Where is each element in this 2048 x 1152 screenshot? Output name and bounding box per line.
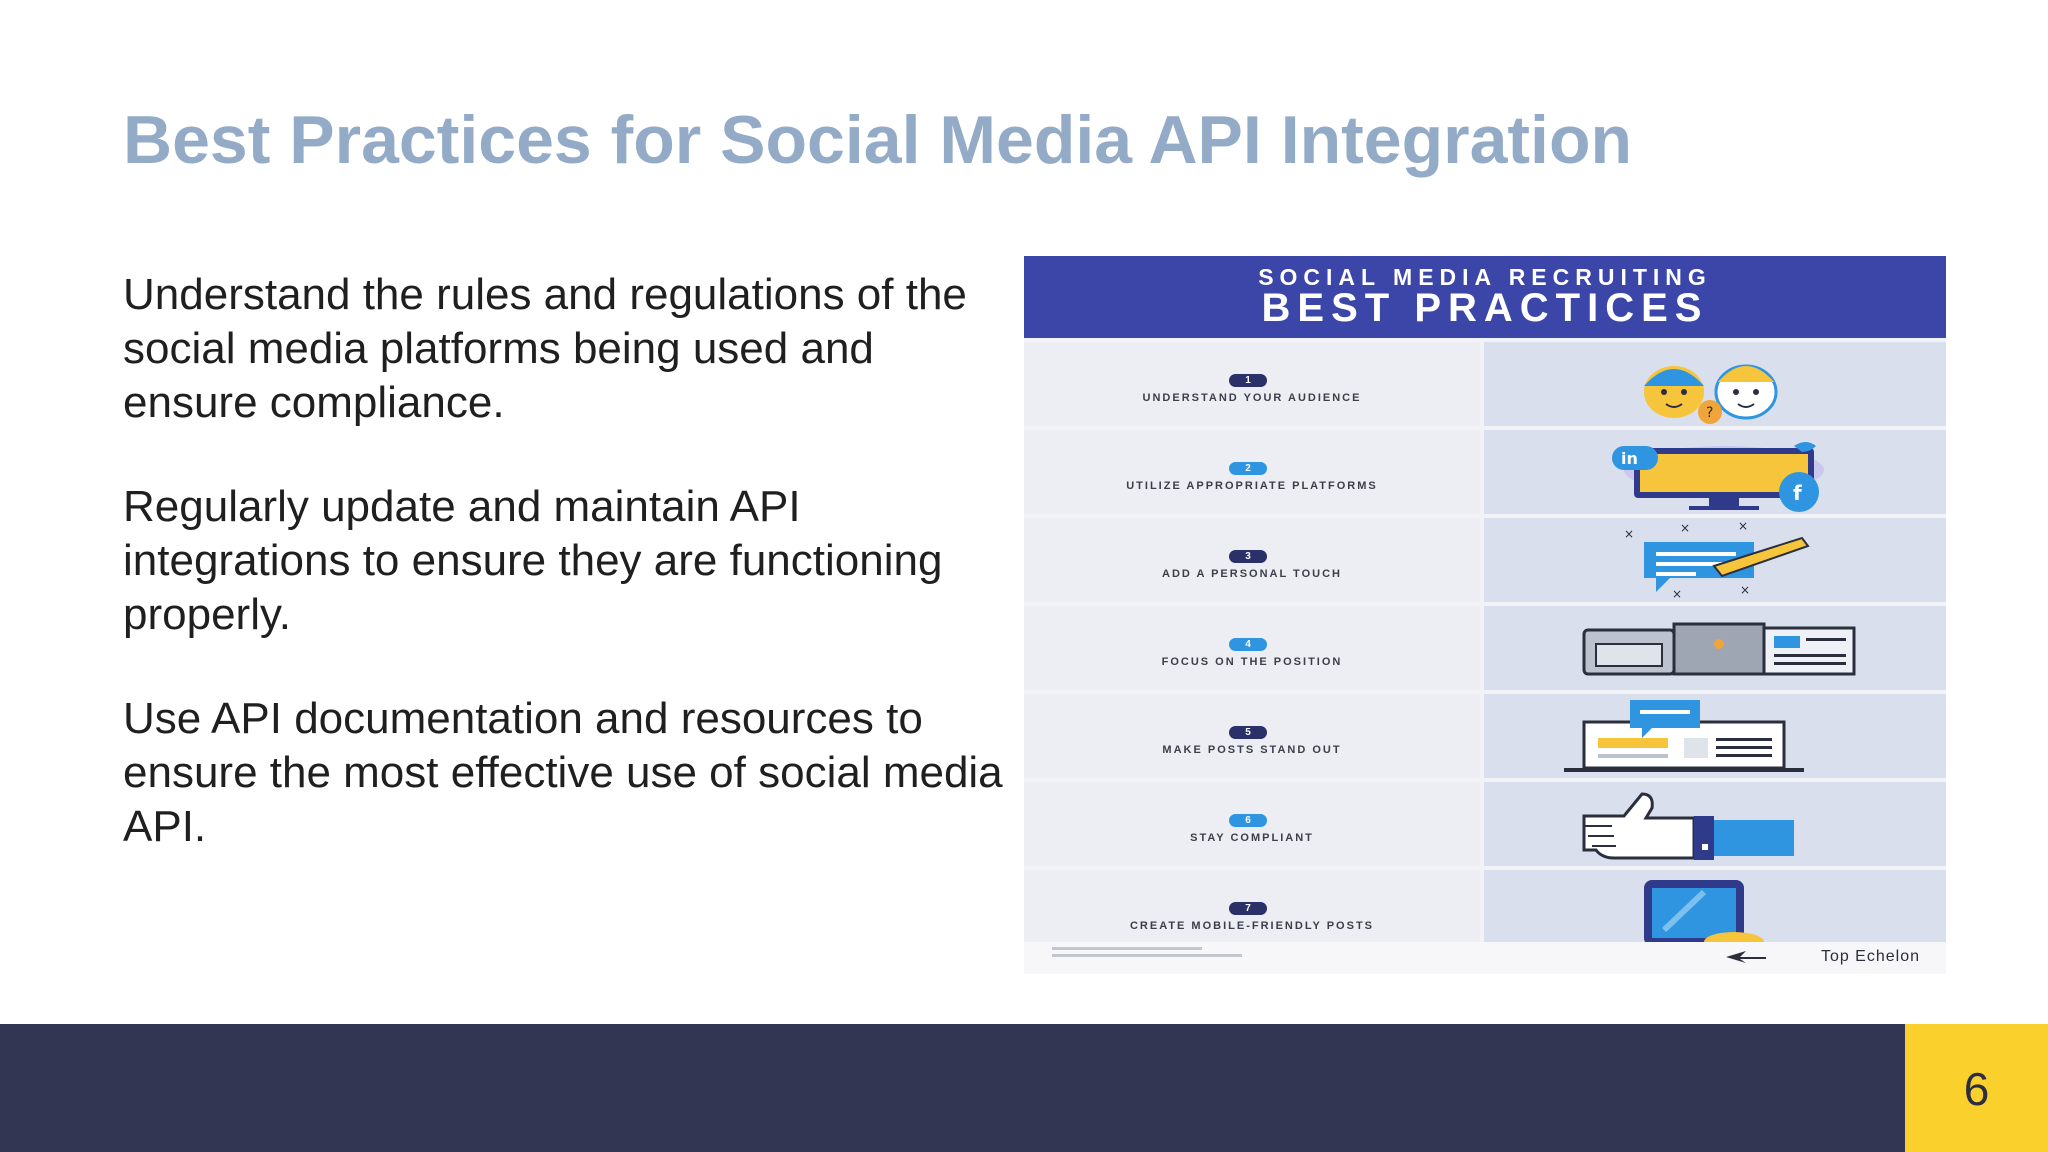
page-number: 6 bbox=[1963, 1063, 1990, 1115]
item-label: ADD A PERSONAL TOUCH bbox=[1162, 568, 1342, 580]
infographic-item-4 bbox=[1024, 606, 1946, 690]
paragraph-maintenance: Regularly update and maintain API integrations to ensure they are functioning properly. bbox=[123, 482, 943, 639]
infographic-item-6 bbox=[1024, 782, 1946, 866]
audience-icon bbox=[1484, 342, 1946, 426]
svg-text:×: × bbox=[1740, 583, 1751, 597]
item-label: MAKE POSTS STAND OUT bbox=[1162, 744, 1342, 756]
stand-out-icon bbox=[1484, 694, 1946, 778]
item-label: UTILIZE APPROPRIATE PLATFORMS bbox=[1126, 480, 1378, 492]
infographic-image bbox=[1024, 256, 1946, 974]
infographic-item-2 bbox=[1024, 430, 1946, 514]
svg-text:f: f bbox=[1793, 481, 1802, 505]
compliant-icon bbox=[1484, 782, 1946, 866]
svg-text:×: × bbox=[1624, 527, 1635, 541]
item-number: 2 bbox=[1229, 462, 1267, 475]
svg-text:in: in bbox=[1621, 449, 1638, 468]
item-label: CREATE MOBILE-FRIENDLY POSTS bbox=[1129, 920, 1375, 932]
infographic-item-1 bbox=[1024, 342, 1946, 426]
item-number: 6 bbox=[1229, 814, 1267, 827]
position-icon bbox=[1484, 606, 1946, 690]
top-echelon-logo-icon bbox=[1726, 951, 1766, 963]
item-number: 5 bbox=[1229, 726, 1267, 739]
item-label: STAY COMPLIANT bbox=[1190, 832, 1314, 844]
copyright-fineprint bbox=[1052, 946, 1252, 960]
infographic-copyright bbox=[1052, 946, 1252, 963]
item-label: UNDERSTAND YOUR AUDIENCE bbox=[1142, 392, 1362, 404]
item-number: 3 bbox=[1229, 550, 1267, 563]
svg-text:×: × bbox=[1738, 519, 1749, 533]
footer-bar bbox=[0, 1024, 2048, 1152]
infographic-brand: Top Echelon bbox=[1820, 948, 1920, 965]
svg-text:?: ? bbox=[1706, 405, 1714, 421]
item-number: 1 bbox=[1229, 374, 1267, 387]
infographic-heading: BEST PRACTICES bbox=[1261, 286, 1709, 330]
item-label: FOCUS ON THE POSITION bbox=[1161, 656, 1343, 668]
item-number: 7 bbox=[1229, 902, 1267, 915]
personal-touch-icon bbox=[1484, 518, 1946, 602]
svg-text:×: × bbox=[1680, 521, 1691, 535]
svg-text:×: × bbox=[1672, 587, 1683, 601]
infographic-kicker: SOCIAL MEDIA RECRUITING bbox=[1258, 264, 1712, 290]
paragraph-documentation: Use API documentation and resources to ensure the most effective use of social media API. bbox=[123, 694, 1003, 851]
infographic-footer bbox=[1024, 942, 1946, 974]
infographic-header bbox=[1024, 256, 1946, 338]
infographic-item-3 bbox=[1024, 518, 1946, 602]
paragraph-compliance: Understand the rules and regulations of the social media platforms being used and ensure compliance. bbox=[123, 270, 967, 427]
body-text bbox=[123, 268, 1013, 904]
infographic-item-5 bbox=[1024, 694, 1946, 778]
slide-title: Best Practices for Social Media API Integration bbox=[123, 102, 1633, 178]
platforms-icon bbox=[1484, 430, 1946, 514]
page-number-box bbox=[1905, 1024, 2048, 1152]
item-number: 4 bbox=[1229, 638, 1267, 651]
